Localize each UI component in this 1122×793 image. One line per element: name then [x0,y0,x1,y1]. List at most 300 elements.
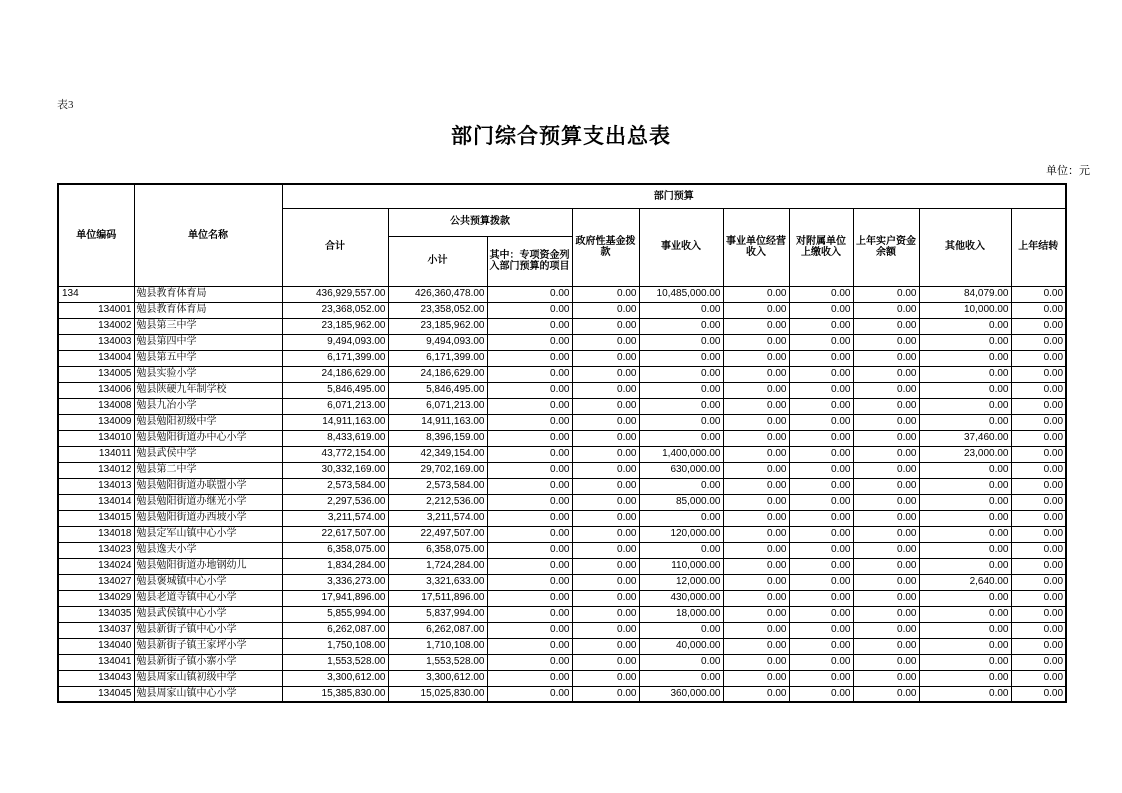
amount-cell: 37,460.00 [919,430,1011,446]
amount-cell: 18,000.00 [639,606,723,622]
amount-cell: 0.00 [1011,558,1066,574]
amount-cell: 0.00 [487,638,572,654]
amount-cell: 0.00 [1011,398,1066,414]
amount-cell: 2,640.00 [919,574,1011,590]
amount-cell: 0.00 [639,510,723,526]
amount-cell: 0.00 [919,526,1011,542]
table-row [58,606,1066,622]
amount-cell: 0.00 [919,494,1011,510]
amount-cell: 0.00 [789,334,853,350]
amount-cell: 23,185,962.00 [282,318,388,334]
amount-cell: 6,171,399.00 [282,350,388,366]
unit-code-cell: 134006 [58,382,134,398]
amount-cell: 0.00 [1011,318,1066,334]
unit-name-cell: 勉县褒城镇中心小学 [134,574,282,590]
amount-cell: 0.00 [789,574,853,590]
amount-cell: 0.00 [1011,574,1066,590]
amount-cell: 0.00 [919,510,1011,526]
amount-cell: 0.00 [1011,654,1066,670]
amount-cell: 0.00 [853,430,919,446]
amount-cell: 0.00 [723,286,789,302]
amount-cell: 0.00 [1011,510,1066,526]
amount-cell: 0.00 [572,526,639,542]
table-body [58,286,1066,702]
amount-cell: 0.00 [487,670,572,686]
unit-code-cell: 134010 [58,430,134,446]
amount-cell: 0.00 [723,542,789,558]
amount-cell: 0.00 [487,558,572,574]
amount-cell: 0.00 [1011,622,1066,638]
amount-cell: 0.00 [723,510,789,526]
amount-cell: 0.00 [789,510,853,526]
amount-cell: 0.00 [1011,366,1066,382]
amount-cell: 15,025,830.00 [388,686,487,702]
unit-code-cell: 134002 [58,318,134,334]
amount-cell: 0.00 [572,670,639,686]
unit-code-cell: 134015 [58,510,134,526]
unit-name-cell: 勉县武侯中学 [134,446,282,462]
table-row [58,366,1066,382]
amount-cell: 0.00 [853,590,919,606]
page-title: 部门综合预算支出总表 [451,125,671,148]
col-header-unit-code: 单位编码 [58,184,134,286]
amount-cell: 0.00 [789,430,853,446]
amount-cell: 0.00 [789,622,853,638]
amount-cell: 0.00 [487,510,572,526]
amount-cell: 0.00 [639,478,723,494]
amount-cell: 3,300,612.00 [388,670,487,686]
unit-name-cell: 勉县武侯镇中心小学 [134,606,282,622]
amount-cell: 0.00 [789,670,853,686]
amount-cell: 0.00 [853,574,919,590]
amount-cell: 0.00 [572,574,639,590]
amount-cell: 0.00 [572,478,639,494]
amount-cell: 0.00 [789,542,853,558]
table-number-label: 表3 [57,99,74,111]
amount-cell: 0.00 [572,414,639,430]
col-header-other-income: 其他收入 [919,208,1011,286]
amount-cell: 0.00 [572,638,639,654]
amount-cell: 0.00 [723,654,789,670]
amount-cell: 0.00 [639,334,723,350]
amount-cell: 0.00 [723,526,789,542]
amount-cell: 0.00 [487,478,572,494]
amount-cell: 0.00 [1011,382,1066,398]
amount-cell: 0.00 [789,526,853,542]
amount-cell: 30,332,169.00 [282,462,388,478]
amount-cell: 1,710,108.00 [388,638,487,654]
amount-cell: 0.00 [723,302,789,318]
amount-cell: 110,000.00 [639,558,723,574]
unit-code-cell: 134040 [58,638,134,654]
amount-cell: 0.00 [639,318,723,334]
col-header-carryover: 上年结转 [1011,208,1066,286]
amount-cell: 0.00 [487,334,572,350]
table-row [58,542,1066,558]
unit-name-cell: 勉县老道寺镇中心小学 [134,590,282,606]
col-header-dept-budget: 部门预算 [282,184,1066,208]
col-header-prev-year-balance: 上年实户资金余额 [853,208,919,286]
unit-name-cell: 勉县勉阳街道办地钢幼儿 [134,558,282,574]
amount-cell: 6,071,213.00 [388,398,487,414]
amount-cell: 3,300,612.00 [282,670,388,686]
amount-cell: 0.00 [639,302,723,318]
table-row [58,398,1066,414]
amount-cell: 0.00 [572,606,639,622]
amount-cell: 3,211,574.00 [282,510,388,526]
col-header-affiliate-income: 对附属单位上缴收入 [789,208,853,286]
amount-cell: 0.00 [723,622,789,638]
amount-cell: 0.00 [723,382,789,398]
amount-cell: 0.00 [919,670,1011,686]
amount-cell: 0.00 [789,462,853,478]
amount-cell: 0.00 [789,686,853,702]
amount-cell: 43,772,154.00 [282,446,388,462]
col-header-operating-income: 事业单位经营收入 [723,208,789,286]
amount-cell: 5,837,994.00 [388,606,487,622]
unit-code-cell: 134045 [58,686,134,702]
amount-cell: 0.00 [789,382,853,398]
amount-cell: 0.00 [919,350,1011,366]
amount-cell: 0.00 [1011,302,1066,318]
col-header-subtotal: 小计 [388,236,487,286]
amount-cell: 0.00 [789,366,853,382]
amount-cell: 0.00 [919,366,1011,382]
unit-code-cell: 134003 [58,334,134,350]
table-row [58,686,1066,702]
amount-cell: 0.00 [723,638,789,654]
table-row [58,334,1066,350]
amount-cell: 0.00 [1011,686,1066,702]
amount-cell: 0.00 [572,350,639,366]
amount-cell: 0.00 [487,430,572,446]
unit-code-cell: 134041 [58,654,134,670]
unit-name-cell: 勉县逸夫小学 [134,542,282,558]
amount-cell: 0.00 [1011,638,1066,654]
amount-cell: 0.00 [853,318,919,334]
unit-code-cell: 134023 [58,542,134,558]
amount-cell: 0.00 [572,654,639,670]
amount-cell: 0.00 [572,590,639,606]
amount-cell: 84,079.00 [919,286,1011,302]
amount-cell: 6,358,075.00 [282,542,388,558]
amount-cell: 0.00 [1011,670,1066,686]
amount-cell: 0.00 [723,398,789,414]
amount-cell: 24,186,629.00 [282,366,388,382]
amount-cell: 0.00 [919,654,1011,670]
amount-cell: 0.00 [919,558,1011,574]
amount-cell: 0.00 [853,654,919,670]
amount-cell: 0.00 [723,430,789,446]
amount-cell: 23,358,052.00 [388,302,487,318]
unit-name-cell: 勉县新街子镇中心小学 [134,622,282,638]
unit-name-cell: 勉县第五中学 [134,350,282,366]
amount-cell: 2,573,584.00 [282,478,388,494]
table-row [58,478,1066,494]
table-header [58,184,1066,286]
amount-cell: 0.00 [1011,286,1066,302]
amount-cell: 0.00 [1011,334,1066,350]
unit-name-cell: 勉县周家山镇初级中学 [134,670,282,686]
amount-cell: 0.00 [853,286,919,302]
unit-code-cell: 134043 [58,670,134,686]
amount-cell: 0.00 [853,526,919,542]
amount-cell: 10,485,000.00 [639,286,723,302]
amount-cell: 0.00 [789,350,853,366]
amount-cell: 0.00 [487,318,572,334]
amount-cell: 42,349,154.00 [388,446,487,462]
amount-cell: 0.00 [572,446,639,462]
unit-name-cell: 勉县第四中学 [134,334,282,350]
amount-cell: 0.00 [1011,350,1066,366]
amount-cell: 8,396,159.00 [388,430,487,446]
amount-cell: 0.00 [853,478,919,494]
amount-cell: 1,834,284.00 [282,558,388,574]
amount-cell: 6,262,087.00 [282,622,388,638]
amount-cell: 0.00 [853,414,919,430]
unit-code-cell: 134018 [58,526,134,542]
amount-cell: 23,368,052.00 [282,302,388,318]
amount-cell: 0.00 [919,622,1011,638]
table-row [58,670,1066,686]
amount-cell: 0.00 [853,510,919,526]
amount-cell: 0.00 [789,558,853,574]
amount-cell: 29,702,169.00 [388,462,487,478]
amount-cell: 0.00 [572,686,639,702]
amount-cell: 40,000.00 [639,638,723,654]
amount-cell: 9,494,093.00 [388,334,487,350]
amount-cell: 0.00 [572,302,639,318]
amount-cell: 0.00 [919,606,1011,622]
amount-cell: 1,553,528.00 [282,654,388,670]
amount-cell: 0.00 [853,302,919,318]
amount-cell: 0.00 [487,286,572,302]
amount-cell: 0.00 [572,510,639,526]
unit-code-cell: 134001 [58,302,134,318]
amount-cell: 0.00 [639,670,723,686]
amount-cell: 0.00 [572,622,639,638]
amount-cell: 3,211,574.00 [388,510,487,526]
amount-cell: 0.00 [789,654,853,670]
table-row [58,590,1066,606]
amount-cell: 3,336,273.00 [282,574,388,590]
amount-cell: 23,185,962.00 [388,318,487,334]
table-row [58,318,1066,334]
table-row [58,382,1066,398]
amount-cell: 6,262,087.00 [388,622,487,638]
amount-cell: 0.00 [487,654,572,670]
amount-cell: 0.00 [572,334,639,350]
amount-cell: 0.00 [487,494,572,510]
amount-cell: 5,846,495.00 [388,382,487,398]
amount-cell: 0.00 [789,286,853,302]
amount-cell: 0.00 [723,670,789,686]
amount-cell: 0.00 [1011,606,1066,622]
unit-name-cell: 勉县周家山镇中心小学 [134,686,282,702]
col-header-unit-name: 单位名称 [134,184,282,286]
amount-cell: 6,071,213.00 [282,398,388,414]
amount-cell: 0.00 [919,398,1011,414]
amount-cell: 0.00 [487,302,572,318]
unit-code-cell: 134029 [58,590,134,606]
amount-cell: 0.00 [919,542,1011,558]
amount-cell: 0.00 [487,398,572,414]
unit-name-cell: 勉县陕硬九年制学校 [134,382,282,398]
amount-cell: 2,573,584.00 [388,478,487,494]
table-row [58,286,1066,302]
amount-cell: 14,911,163.00 [282,414,388,430]
unit-code-cell: 134027 [58,574,134,590]
amount-cell: 22,617,507.00 [282,526,388,542]
amount-cell: 0.00 [919,334,1011,350]
col-header-business-income: 事业收入 [639,208,723,286]
amount-cell: 0.00 [572,398,639,414]
amount-cell: 0.00 [1011,414,1066,430]
amount-cell: 0.00 [639,654,723,670]
amount-cell: 0.00 [572,558,639,574]
amount-cell: 0.00 [1011,590,1066,606]
amount-cell: 0.00 [572,430,639,446]
amount-cell: 23,000.00 [919,446,1011,462]
amount-cell: 0.00 [487,382,572,398]
amount-cell: 0.00 [723,574,789,590]
amount-cell: 0.00 [572,286,639,302]
amount-cell: 0.00 [572,366,639,382]
amount-cell: 630,000.00 [639,462,723,478]
amount-cell: 1,400,000.00 [639,446,723,462]
amount-cell: 0.00 [919,478,1011,494]
unit-code-cell: 134014 [58,494,134,510]
unit-name-cell: 勉县勉阳街道办联盟小学 [134,478,282,494]
table-row [58,574,1066,590]
amount-cell: 3,321,633.00 [388,574,487,590]
table-row [58,494,1066,510]
amount-cell: 0.00 [919,686,1011,702]
amount-cell: 0.00 [723,414,789,430]
amount-cell: 0.00 [853,542,919,558]
amount-cell: 0.00 [919,638,1011,654]
amount-cell: 0.00 [639,430,723,446]
amount-cell: 120,000.00 [639,526,723,542]
amount-cell: 0.00 [572,462,639,478]
unit-name-cell: 勉县新街子镇小寨小学 [134,654,282,670]
amount-cell: 10,000.00 [919,302,1011,318]
table-row [58,510,1066,526]
amount-cell: 0.00 [789,302,853,318]
amount-cell: 0.00 [639,366,723,382]
table-row [58,654,1066,670]
amount-cell: 0.00 [789,590,853,606]
amount-cell: 0.00 [789,606,853,622]
table-row [58,638,1066,654]
table-row [58,350,1066,366]
unit-name-cell: 勉县勉阳街道办中心小学 [134,430,282,446]
amount-cell: 85,000.00 [639,494,723,510]
unit-name-cell: 勉县教育体育局 [134,302,282,318]
amount-cell: 0.00 [1011,446,1066,462]
amount-cell: 0.00 [487,622,572,638]
amount-cell: 436,929,557.00 [282,286,388,302]
table-row [58,526,1066,542]
amount-cell: 0.00 [853,382,919,398]
amount-cell: 0.00 [572,494,639,510]
amount-cell: 0.00 [853,670,919,686]
amount-cell: 9,494,093.00 [282,334,388,350]
unit-name-cell: 勉县勉阳初级中学 [134,414,282,430]
amount-cell: 0.00 [789,414,853,430]
table-row [58,558,1066,574]
amount-cell: 2,212,536.00 [388,494,487,510]
unit-name-cell: 勉县第三中学 [134,318,282,334]
col-header-gov-fund: 政府性基金拨款 [572,208,639,286]
amount-cell: 0.00 [572,542,639,558]
amount-cell: 0.00 [487,686,572,702]
amount-cell: 0.00 [487,414,572,430]
amount-cell: 0.00 [639,542,723,558]
amount-cell: 17,941,896.00 [282,590,388,606]
amount-cell: 0.00 [487,526,572,542]
amount-cell: 0.00 [723,334,789,350]
amount-cell: 0.00 [919,318,1011,334]
col-header-public-budget: 公共预算拨款 [388,208,572,236]
amount-cell: 0.00 [919,590,1011,606]
amount-cell: 0.00 [723,606,789,622]
amount-cell: 0.00 [572,382,639,398]
amount-cell: 0.00 [572,318,639,334]
unit-name-cell: 勉县勉阳街道办西坡小学 [134,510,282,526]
unit-code-cell: 134012 [58,462,134,478]
unit-name-cell: 勉县九冶小学 [134,398,282,414]
amount-cell: 1,553,528.00 [388,654,487,670]
amount-cell: 0.00 [1011,526,1066,542]
unit-code-cell: 134 [58,286,134,302]
amount-cell: 5,846,495.00 [282,382,388,398]
amount-cell: 0.00 [723,494,789,510]
unit-code-cell: 134009 [58,414,134,430]
budget-table [57,183,1067,703]
col-header-special-funds: 其中：专项资金列入部门预算的项目 [487,236,572,286]
table-row [58,430,1066,446]
amount-cell: 0.00 [853,622,919,638]
amount-cell: 0.00 [789,446,853,462]
amount-cell: 0.00 [487,606,572,622]
amount-cell: 0.00 [639,382,723,398]
amount-cell: 0.00 [723,478,789,494]
amount-cell: 0.00 [789,318,853,334]
amount-cell: 0.00 [853,494,919,510]
amount-cell: 15,385,830.00 [282,686,388,702]
unit-name-cell: 勉县勉阳街道办继光小学 [134,494,282,510]
amount-cell: 0.00 [919,382,1011,398]
amount-cell: 0.00 [1011,542,1066,558]
amount-cell: 6,358,075.00 [388,542,487,558]
amount-cell: 0.00 [789,478,853,494]
amount-cell: 0.00 [487,590,572,606]
amount-cell: 0.00 [853,446,919,462]
amount-cell: 14,911,163.00 [388,414,487,430]
amount-cell: 0.00 [639,414,723,430]
amount-cell: 430,000.00 [639,590,723,606]
col-header-total: 合计 [282,208,388,286]
unit-code-cell: 134008 [58,398,134,414]
amount-cell: 0.00 [487,574,572,590]
amount-cell: 0.00 [723,686,789,702]
unit-name-cell: 勉县教育体育局 [134,286,282,302]
amount-cell: 0.00 [853,686,919,702]
amount-cell: 0.00 [789,398,853,414]
unit-name-cell: 勉县定军山镇中心小学 [134,526,282,542]
amount-cell: 0.00 [789,638,853,654]
